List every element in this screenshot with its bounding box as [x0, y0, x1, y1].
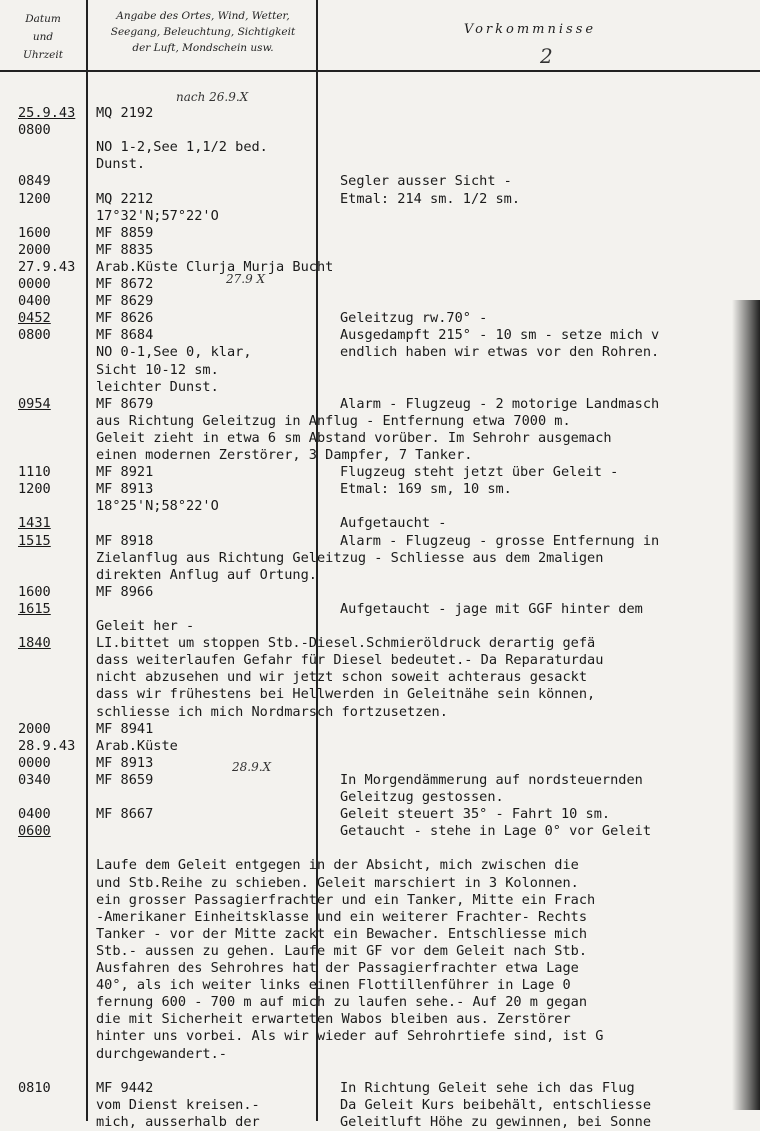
diary-row — [0, 293, 760, 310]
diary-row — [0, 498, 760, 515]
entry-time: 0340 — [18, 771, 51, 788]
entry-location: mich, ausserhalb der — [96, 1113, 260, 1130]
entry-location: MF 8626 — [96, 310, 154, 327]
entry-location: NO 1-2,See 1,1/2 bed. — [96, 139, 268, 156]
entry-continuation: fernung 600 - 700 m auf mich zu laufen sehe.- Auf 20 m gegan — [96, 994, 588, 1011]
entry-time: 0849 — [18, 173, 51, 190]
entry-location: leichter Dunst. — [96, 378, 219, 395]
entry-time: 1515 — [18, 532, 51, 549]
diary-row — [0, 943, 760, 960]
entry-location: 17°32'N;57°22'O — [96, 207, 219, 224]
scan-shadow — [732, 300, 760, 1110]
diary-row — [0, 1011, 760, 1028]
entry-location: MF 8913 — [96, 754, 154, 771]
diary-row — [0, 772, 760, 789]
entry-continuation: aus Richtung Geleitzug in Anflug - Entfernung etwa 7000 m. — [96, 412, 571, 429]
entry-continuation: Tanker - vor der Mitte zackt ein Bewacher. Entschliesse mich — [96, 925, 588, 942]
entry-event: In Richtung Geleit sehe ich das Flug — [340, 1079, 635, 1096]
diary-row — [0, 105, 760, 122]
entry-location: Arab.Küste — [96, 737, 178, 754]
page-number: 2 — [540, 44, 553, 68]
entry-continuation: Ausfahren des Sehrohres hat der Passagierfrachter etwa Lage — [96, 960, 579, 976]
entry-continuation: ein grosser Passagierfrachter und ein Tanker, Mitte ein Frach — [96, 891, 596, 908]
entry-location: MF 8966 — [96, 583, 154, 600]
entry-event: Etmal: 214 sm. 1/2 sm. — [340, 190, 521, 207]
entry-event: endlich haben wir etwas vor den Rohren. — [340, 344, 660, 361]
diary-row — [0, 721, 760, 738]
entry-continuation: LI.bittet um stoppen Stb.-Diesel.Schmieröldruck derartig gefä — [96, 635, 596, 652]
entry-location: NO 0-1,See 0, klar, — [96, 344, 252, 361]
diary-row — [0, 362, 760, 379]
entry-time: 0954 — [18, 395, 51, 412]
diary-row — [0, 584, 760, 601]
diary-row — [0, 173, 760, 190]
header-date-time — [0, 10, 86, 64]
entry-time: 1600 — [18, 583, 51, 600]
diary-row — [0, 481, 760, 498]
diary-row — [0, 344, 760, 361]
diary-row — [0, 1028, 760, 1045]
diary-row — [0, 892, 760, 909]
entry-location: MF 9442 — [96, 1079, 154, 1096]
entry-continuation: einen modernen Zerstörer, 3 Dampfer, 7 Tanker. — [96, 447, 473, 463]
entry-location: MF 8672 — [96, 276, 154, 292]
entry-time: 1200 — [18, 190, 51, 207]
entry-continuation: und Stb.Reihe zu schieben. Geleit marschiert in 3 Kolonnen. — [96, 874, 579, 891]
entry-continuation: durchgewandert.- — [96, 1045, 227, 1062]
entry-event: Getaucht - stehe in Lage 0° vor Geleit — [340, 823, 651, 840]
entry-location: vom Dienst kreisen.- — [96, 1096, 260, 1113]
diary-row — [0, 259, 760, 276]
entry-time: 0810 — [18, 1079, 51, 1096]
entry-location: MF 8667 — [96, 806, 154, 823]
entry-continuation: Geleit her - — [96, 618, 195, 634]
entry-event: Segler ausser Sicht - — [340, 173, 512, 190]
entry-location: MF 8859 — [96, 224, 154, 241]
entry-event: Geleit steuert 35° - Fahrt 10 sm. — [340, 806, 611, 823]
entry-time: 28.9.43 — [18, 737, 76, 754]
entry-time: 0800 — [18, 327, 51, 344]
entry-event: Da Geleit Kurs beibehält, entschliesse — [340, 1096, 651, 1113]
diary-row — [0, 447, 760, 464]
entry-continuation: Zielanflug aus Richtung Geleitzug - Schliesse aus dem 2maligen — [96, 549, 604, 566]
diary-row — [0, 413, 760, 430]
entry-event: Alarm - Flugzeug - grosse Entfernung in — [340, 532, 660, 549]
entry-location: MF 8679 — [96, 395, 154, 412]
diary-row — [0, 977, 760, 994]
entry-event: Ausgedampft 215° - 10 sm - setze mich v — [340, 327, 660, 344]
entry-location: MF 8913 — [96, 481, 154, 498]
diary-row — [0, 156, 760, 173]
diary-row — [0, 704, 760, 721]
header-location-line-3: der Luft, Mondschein usw. — [132, 42, 274, 54]
diary-row — [0, 840, 760, 857]
diary-row — [0, 669, 760, 686]
diary-row — [0, 686, 760, 703]
entry-location: MF 8921 — [96, 464, 154, 481]
diary-row — [0, 276, 760, 293]
entry-time: 0000 — [18, 754, 51, 771]
entry-event: Aufgetaucht - — [340, 515, 447, 532]
handwritten-note-2: 27.9 X — [226, 272, 266, 286]
entry-event: Aufgetaucht - jage mit GGF hinter dem — [340, 600, 643, 617]
entry-continuation: Geleit zieht in etwa 6 sm Abstand vorüber. Im Sehrohr ausgemach — [96, 429, 612, 446]
diary-row — [0, 242, 760, 259]
header-rule — [0, 70, 760, 72]
entry-time: 25.9.43 — [18, 105, 76, 121]
entry-event: Alarm - Flugzeug - 2 motorige Landmasch — [340, 395, 660, 412]
entry-time: 1840 — [18, 635, 51, 652]
diary-row — [0, 994, 760, 1011]
entry-time: 0600 — [18, 823, 51, 840]
entry-time: 1600 — [18, 224, 51, 241]
header-location-line-2: Seegang, Beleuchtung, Sichtigkeit — [110, 26, 296, 38]
entry-time: 2000 — [18, 720, 51, 737]
entry-time: 0400 — [18, 293, 51, 310]
entry-time: 1200 — [18, 481, 51, 498]
diary-row — [0, 327, 760, 344]
diary-row — [0, 806, 760, 823]
entry-location: MQ 2192 — [96, 105, 154, 121]
diary-row — [0, 464, 760, 481]
diary-row — [0, 652, 760, 669]
diary-row — [0, 1097, 760, 1114]
header-date-label: Datum — [25, 13, 61, 25]
entry-location: MF 8918 — [96, 532, 154, 549]
entry-event: Flugzeug steht jetzt über Geleit - — [340, 464, 619, 481]
entry-time: 0800 — [18, 122, 51, 139]
diary-row — [0, 310, 760, 327]
diary-row — [0, 515, 760, 532]
diary-row — [0, 601, 760, 618]
header-events: Vorkommnisse — [463, 22, 597, 37]
diary-row — [0, 379, 760, 396]
diary-row — [0, 926, 760, 943]
entry-location: MF 8684 — [96, 327, 154, 344]
entry-continuation: nicht abzusehen und wir jetzt schon soweit achteraus gesackt — [96, 669, 588, 686]
entry-event: Geleitluft Höhe zu gewinnen, bei Sonne — [340, 1113, 651, 1130]
header-time-label: Uhrzeit — [23, 49, 63, 61]
entry-location: Sicht 10-12 sm. — [96, 361, 219, 378]
diary-row — [0, 550, 760, 567]
entry-continuation: hinter uns vorbei. Als wir wieder auf Sehrohrtiefe sind, ist G — [96, 1028, 604, 1045]
handwritten-note-1: nach 26.9.X — [176, 90, 249, 104]
entry-event: Etmal: 169 sm, 10 sm. — [340, 481, 512, 498]
entry-location: Dunst. — [96, 156, 146, 173]
entry-continuation: 40°, als ich weiter links einen Flottillenführer in Lage 0 — [96, 977, 571, 994]
entry-time: 1615 — [18, 600, 51, 617]
diary-row — [0, 139, 760, 156]
diary-row — [0, 635, 760, 652]
entry-time: 0000 — [18, 276, 51, 292]
header-and-label: und — [32, 31, 54, 43]
header-location-line-1: Angabe des Ortes, Wind, Wetter, — [116, 10, 290, 22]
diary-row — [0, 960, 760, 977]
diary-row — [0, 225, 760, 242]
handwritten-note-3: 28.9.X — [232, 760, 272, 774]
entry-continuation: Stb.- aussen zu gehen. Laufe mit GF vor dem Geleit nach Stb. — [96, 942, 588, 959]
entry-location: MQ 2212 — [96, 190, 154, 207]
entry-location: MF 8835 — [96, 241, 154, 258]
diary-row — [0, 909, 760, 926]
entry-continuation: direkten Anflug auf Ortung. — [96, 566, 317, 583]
entry-continuation: dass wir frühestens bei Hellwerden in Geleitnähe sein können, — [96, 686, 596, 703]
diary-row — [0, 618, 760, 635]
diary-row — [0, 857, 760, 874]
diary-row — [0, 533, 760, 550]
diary-row — [0, 1114, 760, 1131]
diary-row — [0, 567, 760, 584]
diary-row — [0, 122, 760, 139]
diary-row — [0, 430, 760, 447]
diary-row — [0, 1080, 760, 1097]
diary-row — [0, 823, 760, 840]
entry-time: 1431 — [18, 515, 51, 532]
entry-time: 1110 — [18, 464, 51, 481]
entry-location: MF 8629 — [96, 293, 154, 310]
entry-location: 18°25'N;58°22'O — [96, 498, 219, 515]
entry-event: Geleitzug rw.70° - — [340, 310, 488, 327]
header-location-weather — [90, 8, 316, 56]
diary-row — [0, 738, 760, 755]
entry-continuation: schliesse ich mich Nordmarsch fortzusetzen. — [96, 703, 448, 720]
diary-row — [0, 191, 760, 208]
diary-row — [0, 755, 760, 772]
entry-time: 27.9.43 — [18, 258, 76, 275]
diary-row — [0, 396, 760, 413]
entry-continuation: Laufe dem Geleit entgegen in der Absicht, mich zwischen die — [96, 857, 579, 874]
entry-time: 0452 — [18, 310, 51, 327]
entry-location: MF 8941 — [96, 720, 154, 737]
entry-event: Geleitzug gestossen. — [340, 789, 504, 805]
diary-row — [0, 875, 760, 892]
diary-row — [0, 208, 760, 225]
entry-time: 0400 — [18, 806, 51, 823]
entry-time: 2000 — [18, 241, 51, 258]
entry-continuation: die mit Sicherheit erwarteten Wabos bleiben aus. Zerstörer — [96, 1011, 571, 1028]
entry-event: In Morgendämmerung auf nordsteuernden — [340, 771, 643, 788]
entry-continuation: -Amerikaner Einheitsklasse und ein weiterer Frachter- Rechts — [96, 908, 588, 925]
entry-location: Arab.Küste Clurja Murja Bucht — [96, 258, 334, 275]
entry-continuation: dass weiterlaufen Gefahr für Diesel bedeutet.- Da Reparaturdau — [96, 652, 604, 669]
entry-location: MF 8659 — [96, 771, 154, 788]
diary-row — [0, 789, 760, 806]
diary-row — [0, 1063, 760, 1080]
diary-row — [0, 1046, 760, 1063]
